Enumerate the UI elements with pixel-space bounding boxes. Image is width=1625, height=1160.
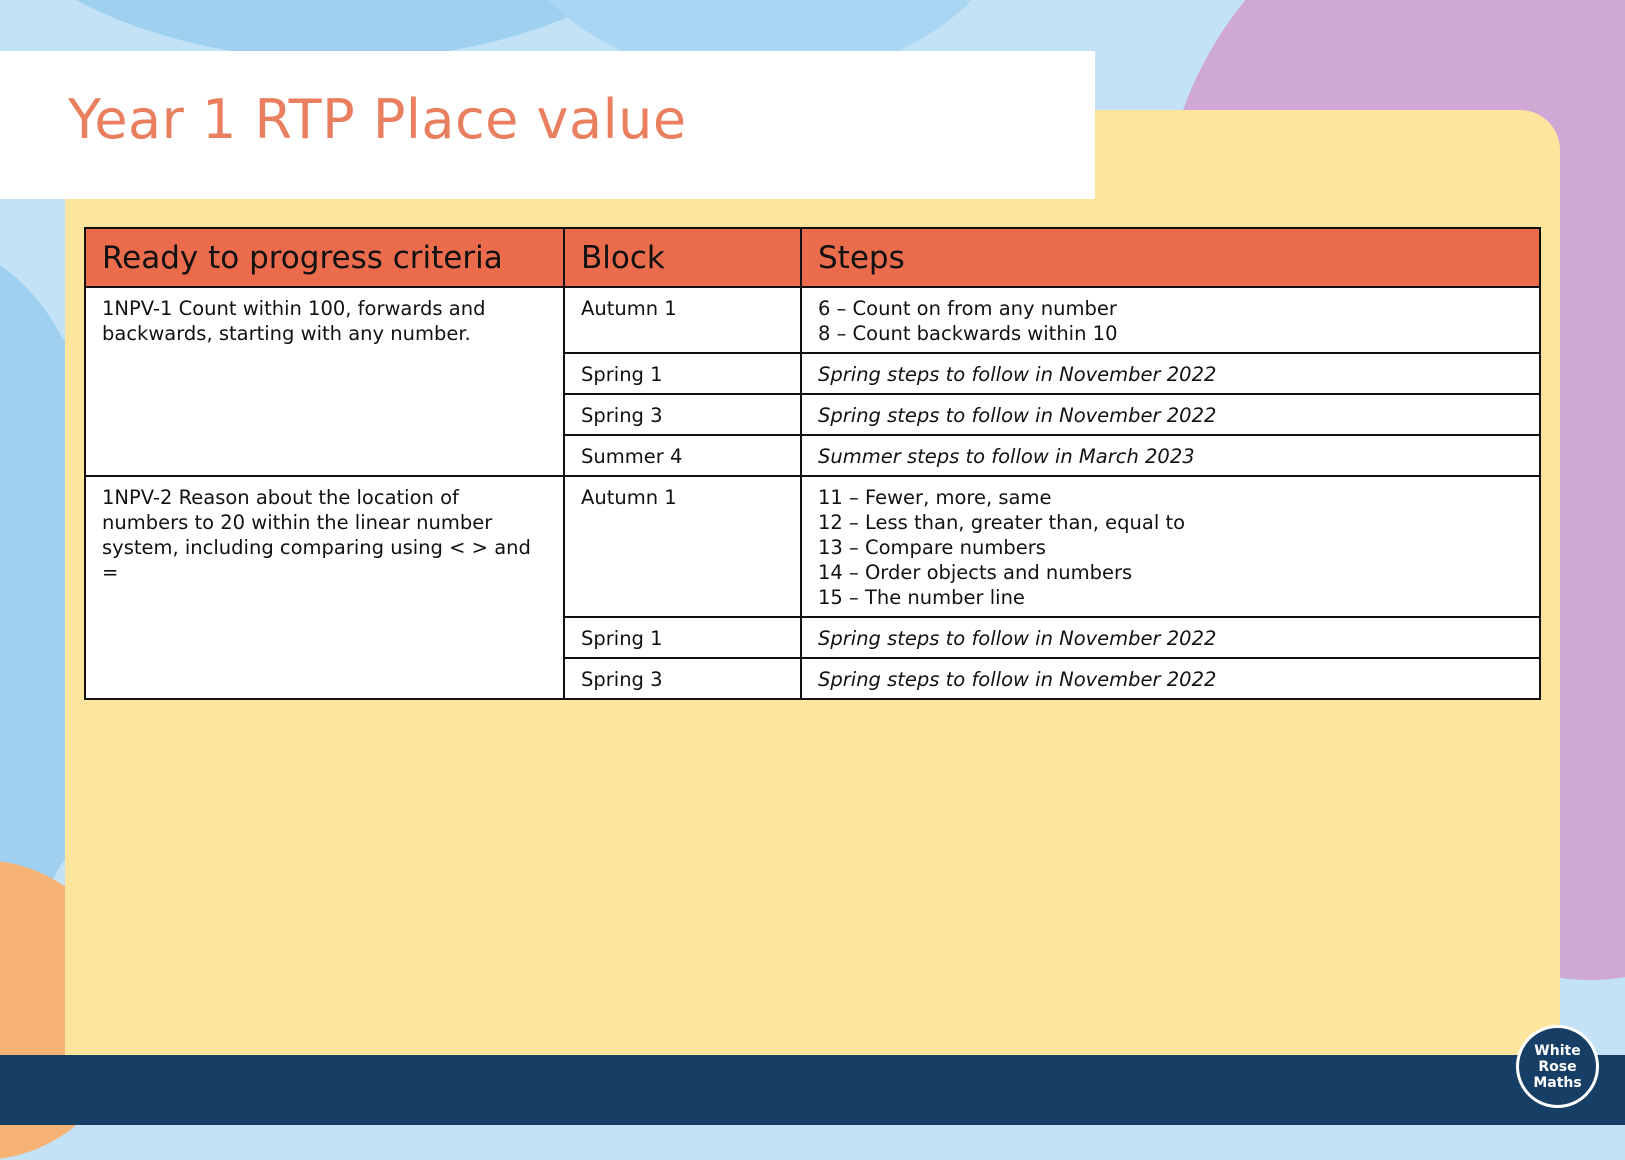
logo-text-line: White (1534, 1042, 1581, 1059)
steps-cell: Spring steps to follow in November 2022 (801, 353, 1540, 394)
step-item: 15 – The number line (818, 586, 1025, 609)
block-cell: Spring 1 (564, 353, 801, 394)
step-item: 6 – Count on from any number (818, 297, 1117, 320)
step-item: 14 – Order objects and numbers (818, 561, 1133, 584)
table-row (85, 476, 1540, 617)
steps-cell: Summer steps to follow in March 2023 (801, 435, 1540, 476)
steps-cell: Spring steps to follow in November 2022 (801, 617, 1540, 658)
steps-cell: Spring steps to follow in November 2022 (801, 658, 1540, 699)
steps-cell: Spring steps to follow in November 2022 (801, 394, 1540, 435)
header-steps: Steps (801, 228, 1540, 287)
steps-cell (801, 476, 1540, 617)
header-criteria: Ready to progress criteria (85, 228, 564, 287)
steps-cell (801, 287, 1540, 353)
table-row (85, 287, 1540, 353)
step-item: 11 – Fewer, more, same (818, 486, 1052, 509)
block-cell: Spring 1 (564, 617, 801, 658)
block-cell: Spring 3 (564, 394, 801, 435)
rtp-table (84, 227, 1541, 700)
step-item: 12 – Less than, greater than, equal to (818, 511, 1186, 534)
table-header-row (85, 228, 1540, 287)
logo-text-line: Rose (1538, 1058, 1577, 1075)
block-cell: Autumn 1 (564, 287, 801, 353)
criteria-cell: 1NPV-2 Reason about the location of numbers to 20 within the linear number system, including comparing using < > and = (85, 476, 564, 699)
white-rose-maths-logo (1516, 1025, 1599, 1108)
logo-text-line: Maths (1533, 1074, 1582, 1091)
footer-bar (0, 1055, 1625, 1125)
page-title: Year 1 RTP Place value (68, 88, 687, 151)
criteria-cell: 1NPV-1 Count within 100, forwards and backwards, starting with any number. (85, 287, 564, 476)
block-cell: Spring 3 (564, 658, 801, 699)
block-cell: Summer 4 (564, 435, 801, 476)
header-block: Block (564, 228, 801, 287)
block-cell: Autumn 1 (564, 476, 801, 617)
step-item: 8 – Count backwards within 10 (818, 322, 1118, 345)
step-item: 13 – Compare numbers (818, 536, 1046, 559)
